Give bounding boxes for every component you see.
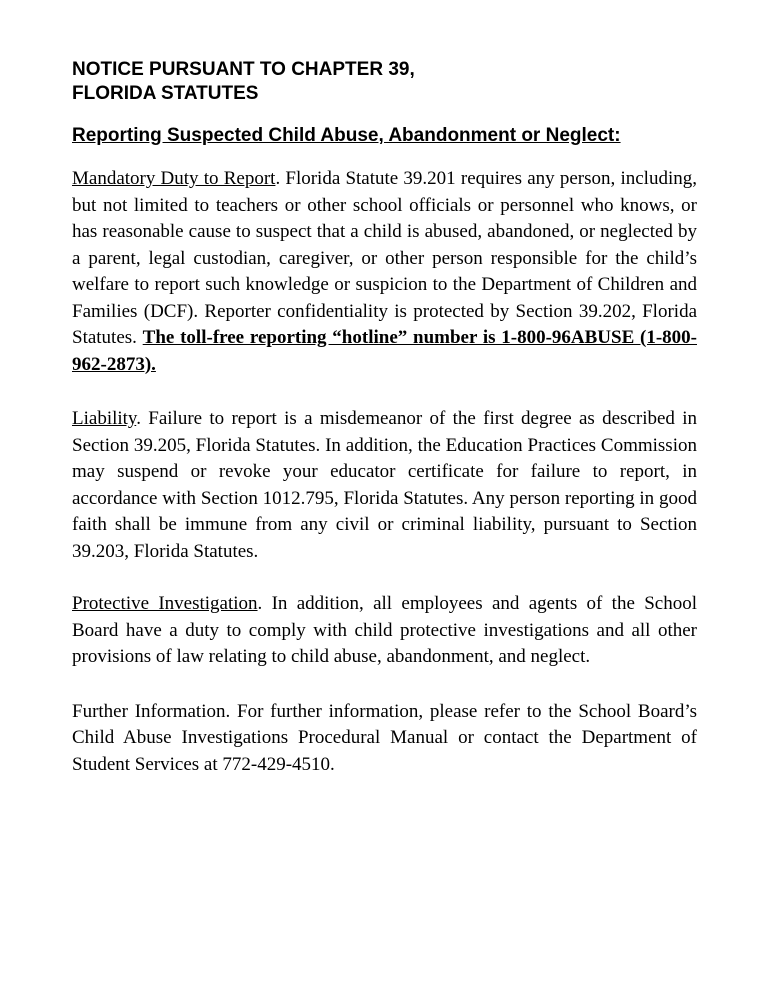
- document-page: [72, 58, 697, 778]
- notice-title-line-2: FLORIDA STATUTES: [72, 83, 259, 104]
- further-information-text: Further Information. For further information, please refer to the School Board’s Child Abuse Investigations Procedural Manual or contact the Department of Student Services at 772-429-4510.: [72, 700, 697, 775]
- hotline-text: The toll-free reporting “hotline” number is 1-800-96ABUSE (1-800-962-2873).: [72, 327, 697, 375]
- mandatory-duty-text: . Florida Statute 39.201 requires any person, including, but not limited to teachers or other school officials or personnel who knows, or has reasonable cause to suspect that a child is abused, abandoned, or neglected by a parent, legal custodian, caregiver, or other person responsible for the child’s welfare to report such knowledge or suspicion to the Department of Children and Families (DCF). Reporter confidentiality is protected by Section 39.202, Florida Statutes.: [72, 168, 697, 348]
- section-heading: Reporting Suspected Child Abuse, Abandonment or Neglect:: [72, 125, 621, 146]
- liability-text: . Failure to report is a misdemeanor of the first degree as described in Section 39.205, Florida Statutes. In addition, the Education Practices Commission may suspend or revoke your educator certificate for failure to report, in accordance with Section 1012.795, Florida Statutes. Any person reporting in good faith shall be immune from any civil or criminal liability, pursuant to Section 39.203, Florida Statutes.: [72, 408, 697, 562]
- protective-investigation-label: Protective Investigation: [72, 593, 258, 614]
- protective-investigation-paragraph: [72, 591, 697, 671]
- further-information-paragraph: [72, 699, 697, 779]
- liability-label: Liability: [72, 408, 137, 429]
- notice-title-line-1: NOTICE PURSUANT TO CHAPTER 39,: [72, 59, 415, 80]
- mandatory-duty-paragraph: [72, 166, 697, 378]
- mandatory-duty-label: Mandatory Duty to Report: [72, 168, 276, 189]
- protective-investigation-text: . In addition, all employees and agents of the School Board have a duty to comply with child protective investigations and all other provisions of law relating to child abuse, abandonment, and neglect.: [72, 593, 697, 667]
- notice-title: [72, 58, 697, 106]
- liability-paragraph: [72, 406, 697, 565]
